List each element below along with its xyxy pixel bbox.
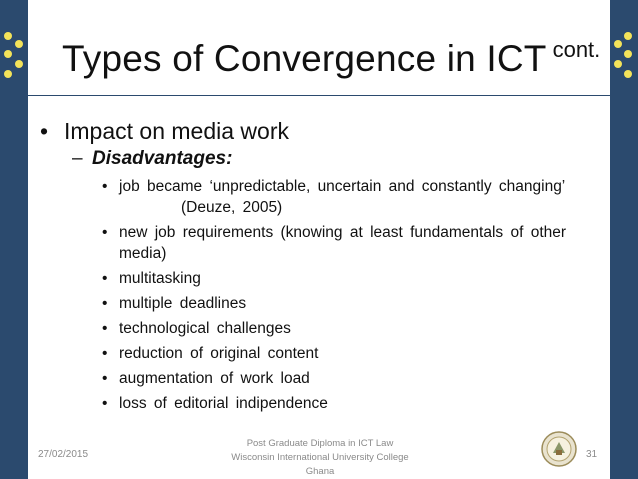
left-side-bar bbox=[0, 0, 28, 479]
page-number: 31 bbox=[586, 449, 598, 460]
dot bbox=[4, 50, 12, 58]
decorative-dots-left bbox=[0, 28, 28, 88]
footer-line: Ghana bbox=[305, 466, 335, 477]
dot bbox=[614, 40, 622, 48]
item-text: augmentation of work load bbox=[119, 370, 310, 387]
item-text: loss of editorial indipendence bbox=[119, 395, 328, 412]
level2-bullet bbox=[72, 148, 232, 170]
university-seal-icon bbox=[541, 431, 577, 467]
dot bbox=[624, 70, 632, 78]
bullet-icon: • bbox=[102, 395, 108, 412]
dot bbox=[624, 50, 632, 58]
item-text: technological challenges bbox=[119, 320, 291, 337]
level2-text: Disadvantages: bbox=[92, 148, 233, 169]
item-text: new job requirements (knowing at least fundamentals of other media) bbox=[119, 224, 567, 262]
dot bbox=[614, 60, 622, 68]
list-item bbox=[102, 222, 602, 264]
footer-date: 27/02/2015 bbox=[38, 449, 89, 460]
disadvantages-list bbox=[102, 176, 602, 418]
title-text: Types of Convergence in ICT bbox=[62, 38, 547, 79]
bullet-icon: • bbox=[102, 295, 108, 312]
item-text: reduction of original content bbox=[119, 345, 319, 362]
item-text: multitasking bbox=[119, 270, 201, 287]
footer-line: Post Graduate Diploma in ICT Law bbox=[246, 438, 394, 449]
bullet-icon: • bbox=[102, 224, 108, 241]
dot bbox=[624, 32, 632, 40]
dot bbox=[15, 60, 23, 68]
item-text: job became ‘unpredictable, uncertain and constantly changing’ bbox=[119, 178, 565, 195]
list-item bbox=[102, 176, 602, 218]
list-item bbox=[102, 393, 602, 414]
level1-bullet bbox=[40, 118, 289, 145]
title-suffix: cont. bbox=[552, 37, 601, 62]
dot bbox=[4, 70, 12, 78]
footer-line: Wisconsin International University College bbox=[231, 452, 409, 463]
dash-icon: – bbox=[72, 148, 83, 169]
item-text: multiple deadlines bbox=[119, 295, 247, 312]
citation: (Deuze, 2005) bbox=[181, 199, 283, 216]
bullet-icon: • bbox=[102, 270, 108, 287]
slide-title bbox=[62, 38, 602, 86]
right-side-bar bbox=[610, 0, 638, 479]
level1-text: Impact on media work bbox=[64, 118, 289, 144]
bullet-icon: • bbox=[102, 370, 108, 387]
dot bbox=[4, 32, 12, 40]
bullet-icon: • bbox=[102, 320, 108, 337]
footer-institution bbox=[210, 437, 430, 479]
list-item bbox=[102, 293, 602, 314]
dot bbox=[15, 40, 23, 48]
bullet-icon: • bbox=[102, 178, 108, 195]
list-item bbox=[102, 343, 602, 364]
bullet-icon: • bbox=[102, 345, 108, 362]
decorative-dots-right bbox=[610, 28, 638, 88]
list-item bbox=[102, 368, 602, 389]
list-item bbox=[102, 268, 602, 289]
list-item bbox=[102, 318, 602, 339]
bullet-icon: • bbox=[40, 118, 49, 144]
title-divider bbox=[28, 95, 610, 96]
